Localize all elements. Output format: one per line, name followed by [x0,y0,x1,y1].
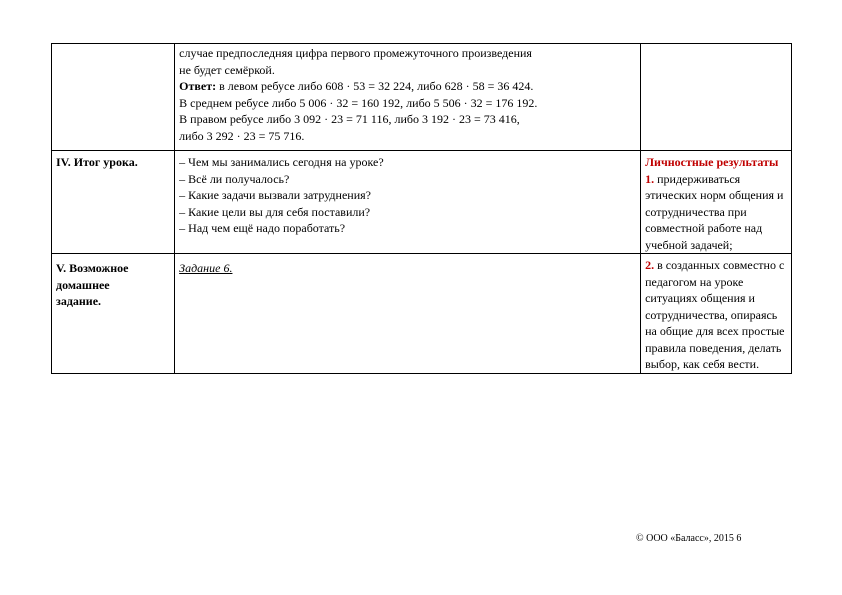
question-line: – Какие цели вы для себя поставили? [179,204,371,219]
content-cell [175,151,641,254]
question-line: – Всё ли получалось? [179,171,290,186]
results-line: ситуациях общения и [645,291,755,305]
answer-line: либо 3 292 · 23 = 75 716. [179,128,305,143]
answer-line: В правом ребусе либо 3 092 · 23 = 71 116, либо 3 192 · 23 = 73 416, [179,112,520,126]
question-line: – Какие задачи вызвали затруднения? [179,188,371,202]
question-line: – Чем мы занимались сегодня на уроке? [179,155,384,169]
answer-line [179,78,636,95]
stage-cell: IV. Итог урока. [52,151,175,254]
results-cell [641,254,792,374]
stage-cell [52,254,175,374]
stage-line: домашнее [56,277,110,292]
answer-label: Ответ: [179,79,217,93]
results-line: этических норм общения и [645,188,784,202]
results-text: в созданных совместно с [654,258,785,272]
answer-line: В среднем ребусе либо 5 006 · 32 = 160 192, либо 5 506 · 32 = 176 192. [179,95,538,110]
stage-line: задание. [56,294,102,308]
results-line [645,257,787,274]
results-line: педагогом на уроке [645,274,744,289]
question-line: – Над чем ещё надо поработать? [179,221,346,235]
homework-task: Задание 6. [179,261,233,275]
results-text: придерживаться [654,171,741,186]
stage-cell [52,44,175,151]
results-title: Личностные результаты [645,155,779,169]
table-row-continuation [52,44,792,151]
text-line: не будет семёркой. [179,62,275,77]
table-row-itog [52,151,792,254]
results-line: сотрудничества при [645,204,747,219]
text-line: случае предпоследняя цифра первого промежуточного произведения [179,46,532,60]
content-cell [175,254,641,374]
results-line: учебной задачей; [645,237,733,252]
content-cell [175,44,641,151]
table-row-homework [52,254,792,374]
results-cell [641,151,792,254]
results-line: на общие для всех простые [645,324,785,338]
results-number: 1. [645,171,655,186]
results-line: правила поведения, делать [645,340,782,355]
results-cell [641,44,792,151]
results-line: сотрудничества, опираясь [645,307,778,322]
stage-line: V. Возможное [56,261,129,275]
results-line: совместной работе над [645,221,763,235]
answer-text: в левом ребусе либо 608 · 53 = 32 224, либо 628 · 58 = 36 424. [216,79,534,93]
results-number: 2. [645,258,655,272]
results-line: выбор, как себя вести. [645,357,760,371]
results-line [645,171,787,188]
copyright-footer: © ООО «Баласс», 2015 6 [636,533,742,544]
lesson-plan-table [51,43,792,374]
